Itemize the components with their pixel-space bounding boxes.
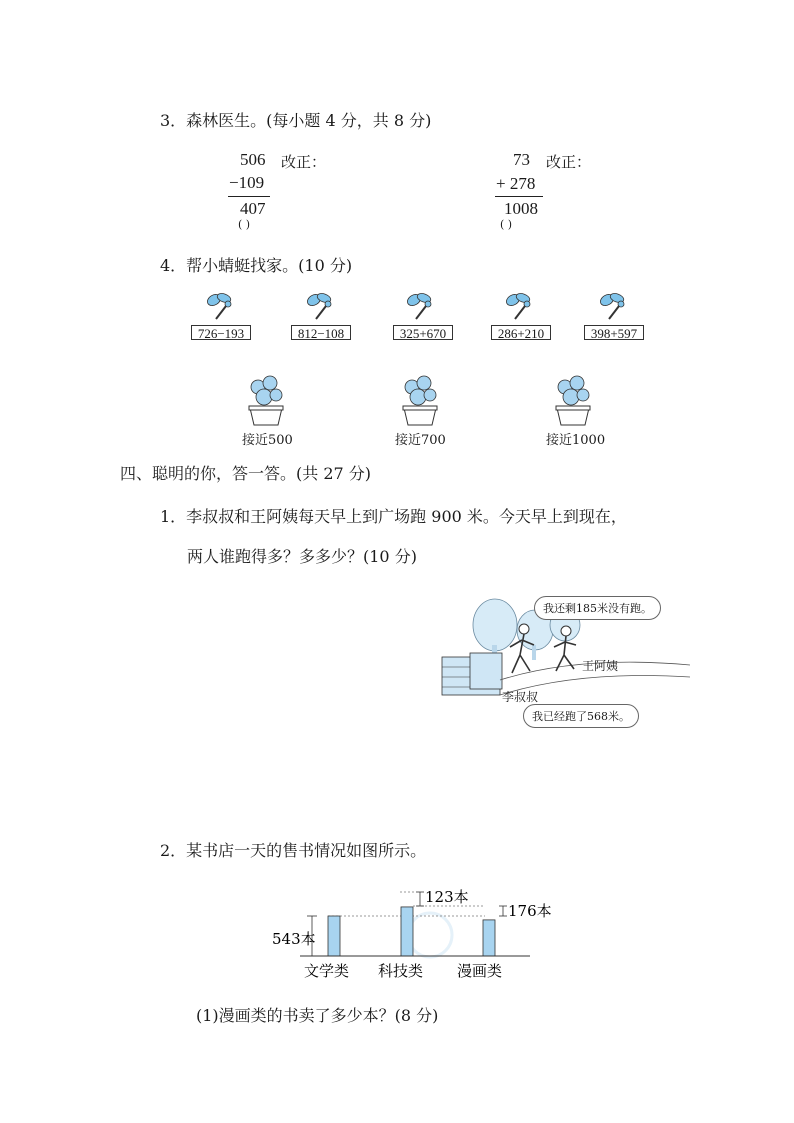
expr-box-1: 726−193 bbox=[191, 325, 251, 340]
flower-pot-icon bbox=[246, 375, 286, 427]
q3b-addend: + 278 bbox=[496, 174, 536, 193]
label-123: 123本 bbox=[425, 888, 469, 906]
label-li-shushu: 李叔叔 bbox=[502, 690, 539, 704]
speech-bubble-top: 我还剩185米没有跑。 bbox=[534, 596, 661, 620]
dragonfly-icon bbox=[204, 290, 238, 322]
q3b-result: 1008 bbox=[504, 199, 538, 218]
bar-keji bbox=[401, 907, 413, 956]
flower-pot-icon bbox=[400, 375, 440, 427]
category-manhua: 漫画类 bbox=[457, 962, 503, 980]
q3b-line bbox=[495, 196, 543, 197]
q3a-correct-label: 改正： bbox=[281, 153, 327, 171]
s4q1-line1: 1．李叔叔和王阿姨每天早上到广场跑 900 米。今天早上到现在， bbox=[160, 507, 627, 526]
flower-pot-icon bbox=[553, 375, 593, 427]
expr-box-2: 812−108 bbox=[291, 325, 351, 340]
q3a-result: 407 bbox=[240, 199, 266, 218]
bar-wenxue bbox=[328, 916, 340, 956]
category-keji: 科技类 bbox=[378, 962, 424, 980]
dragonfly-icon bbox=[304, 290, 338, 322]
bar-manhua bbox=[483, 920, 495, 956]
dragonfly-icon bbox=[404, 290, 438, 322]
dragonfly-icon bbox=[597, 290, 631, 322]
q3a-line bbox=[228, 196, 270, 197]
target-label-700: 接近700 bbox=[395, 433, 446, 448]
q3a-top: 506 bbox=[240, 150, 266, 169]
s4q1-line2: 两人谁跑得多？多多少？(10 分) bbox=[187, 547, 417, 566]
speech-bubble-bottom: 我已经跑了568米。 bbox=[523, 704, 639, 728]
category-wenxue: 文学类 bbox=[304, 962, 350, 980]
q3b-paren: ( ) bbox=[500, 218, 513, 231]
dragonfly-icon bbox=[503, 290, 537, 322]
target-label-1000: 接近1000 bbox=[546, 433, 606, 448]
s4q2-sub1: (1)漫画类的书卖了多少本？(8 分) bbox=[196, 1006, 439, 1025]
label-176: 176本 bbox=[508, 902, 552, 920]
book-sales-chart bbox=[270, 880, 560, 980]
q3-title: 3．森林医生。(每小题 4 分，共 8 分) bbox=[160, 111, 432, 130]
expr-box-4: 286+210 bbox=[491, 325, 551, 340]
q3a-subtrahend: −109 bbox=[229, 173, 265, 192]
expr-box-3: 325+670 bbox=[393, 325, 453, 340]
q3a-paren: ( ) bbox=[238, 218, 251, 231]
s4q2-title: 2．某书店一天的售书情况如图所示。 bbox=[160, 841, 427, 860]
target-label-500: 接近500 bbox=[242, 433, 293, 448]
label-543: 543本 bbox=[272, 930, 316, 948]
q3b-correct-label: 改正： bbox=[546, 153, 592, 171]
label-wang-ayi: 王阿姨 bbox=[582, 659, 619, 673]
q3b-top: 73 bbox=[513, 150, 530, 169]
q4-title: 4．帮小蜻蜓找家。(10 分) bbox=[160, 256, 353, 275]
watermark-icon bbox=[408, 913, 452, 957]
expr-box-5: 398+597 bbox=[584, 325, 644, 340]
section4-title: 四、聪明的你，答一答。(共 27 分) bbox=[120, 464, 372, 483]
